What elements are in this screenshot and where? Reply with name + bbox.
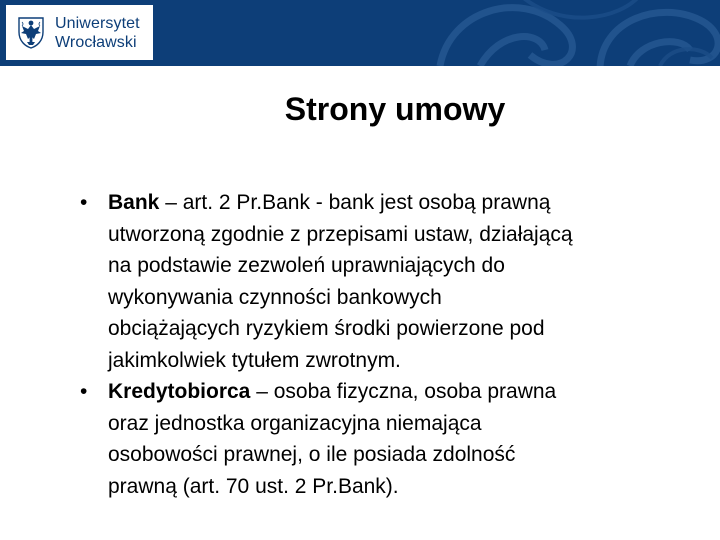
- text-line: osobowości prawnej, o ile posiada zdolność: [108, 443, 516, 466]
- logo-text-line1: Uniwersytet: [55, 15, 140, 32]
- bullet-text: [108, 187, 716, 376]
- text-line: wykonywania czynności bankowych: [108, 285, 442, 309]
- slide-title: Strony umowy: [284, 91, 506, 127]
- slide-body: [80, 187, 716, 502]
- text-line: na podstawie zezwoleń uprawniających do: [108, 254, 505, 277]
- university-logo[interactable]: [6, 5, 153, 60]
- bullet-item-kredytobiorca: [80, 376, 716, 502]
- text-segment: – osoba fizyczna, osoba prawna: [250, 380, 557, 403]
- text-line: prawną (art. 70 ust. 2 Pr.Bank).: [108, 474, 399, 498]
- bullet-item-bank: [80, 187, 716, 376]
- text-line: obciążających ryzykiem środki powierzone pod: [108, 317, 545, 340]
- bullet-icon: •: [80, 191, 88, 214]
- term-kredytobiorca: Kredytobiorca: [108, 380, 251, 403]
- header-band: [0, 0, 720, 66]
- text-line: oraz jednostka organizacyjna niemająca: [108, 411, 482, 435]
- text-line: jakimkolwiek tytułem zwrotnym.: [108, 348, 401, 372]
- term-bank: Bank: [108, 191, 160, 214]
- text-line: [108, 187, 716, 219]
- bullet-text: [108, 376, 716, 502]
- bullet-icon: •: [80, 380, 88, 403]
- logo-text-line2: Wrocławski: [55, 34, 137, 51]
- text-line: [108, 376, 716, 408]
- text-line: utworzoną zgodnie z przepisami ustaw, działającą: [108, 222, 573, 246]
- eagle-crest-icon: [16, 14, 46, 50]
- text-segment: – art. 2 Pr.Bank - bank jest osobą prawną: [165, 191, 551, 214]
